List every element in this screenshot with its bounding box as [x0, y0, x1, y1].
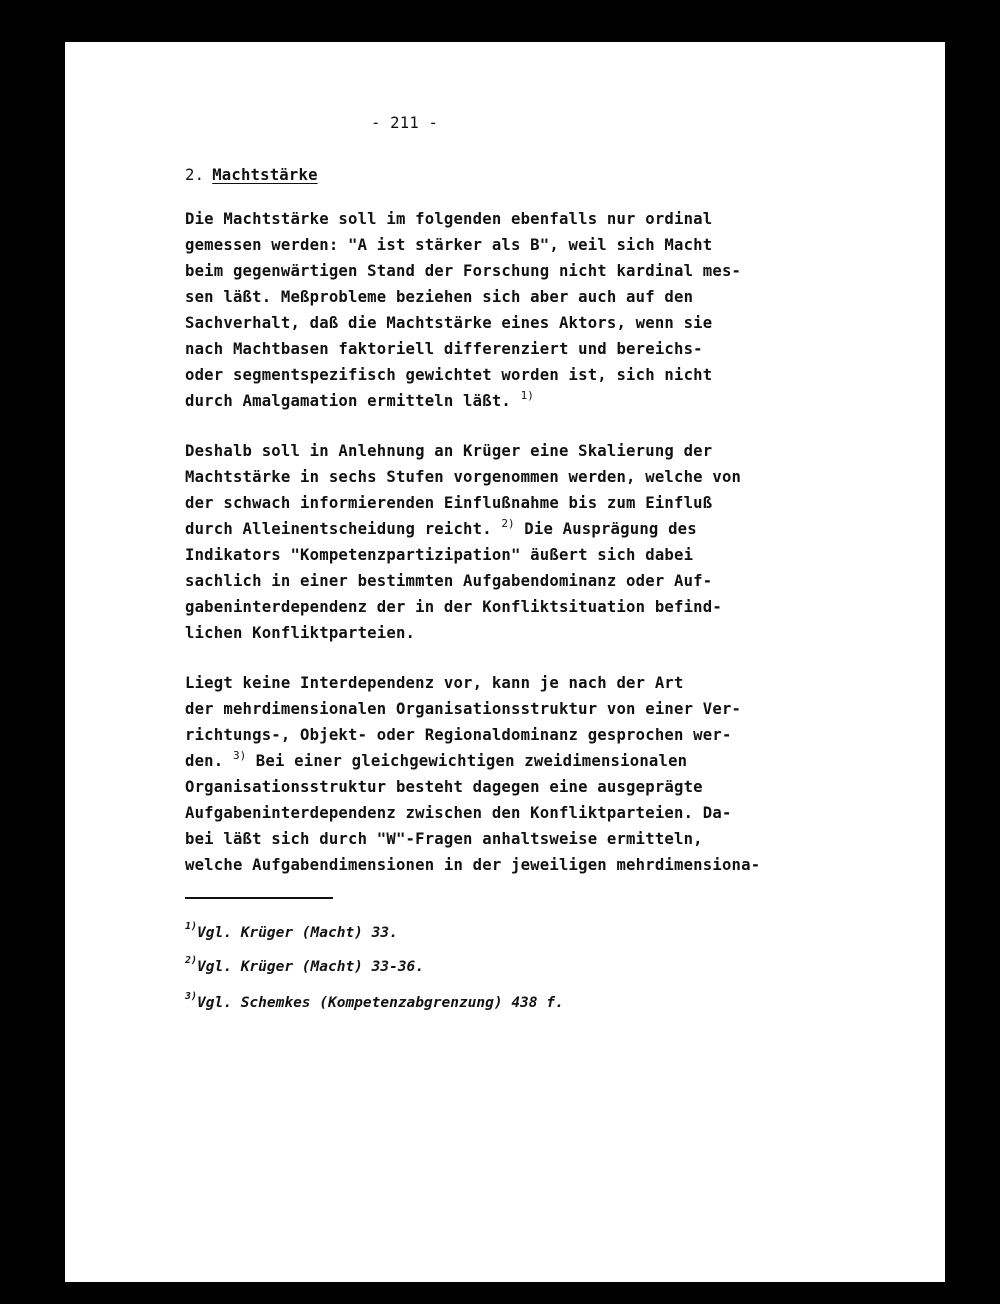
paragraph-1-last-line — [185, 389, 534, 410]
paragraph-3-line: Organisationsstruktur besteht dagegen eine ausgeprägte — [185, 778, 703, 796]
paragraph-3-line: bei läßt sich durch "W"-Fragen anhaltsweise ermitteln, — [185, 830, 703, 848]
footnote-text: Vgl. Krüger (Macht) 33. — [197, 925, 398, 941]
footnote-ref-2: 2) — [501, 517, 515, 530]
paragraph-2-line: Machtstärke in sechs Stufen vorgenommen werden, welche von — [185, 468, 742, 486]
paragraph-1-line: beim gegenwärtigen Stand der Forschung nicht kardinal mes- — [185, 262, 742, 280]
footnote-ref-1: 1) — [520, 389, 534, 402]
footnote-marker: 2) — [185, 955, 198, 966]
paragraph-2-line: lichen Konfliktparteien. — [185, 624, 416, 642]
paragraph-1-line: sen läßt. Meßprobleme beziehen sich aber auch auf den — [185, 288, 694, 306]
paragraph-3-line: welche Aufgabendimensionen in der jeweiligen mehrdimensiona- — [185, 856, 761, 874]
section-number: 2. — [185, 166, 205, 184]
footnote-3 — [185, 991, 564, 1011]
footnote-marker: 1) — [185, 921, 198, 932]
paragraph-2-line: gabeninterdependenz der in der Konfliktsituation befind- — [185, 598, 722, 616]
paragraph-2-line: Deshalb soll in Anlehnung an Krüger eine Skalierung der — [185, 442, 713, 460]
paragraph-2-line: Indikators "Kompetenzpartizipation" äußert sich dabei — [185, 546, 694, 564]
paragraph-3-line: Liegt keine Interdependenz vor, kann je nach der Art — [185, 674, 684, 692]
footnote-marker: 3) — [185, 991, 198, 1002]
paragraph-3-line: Aufgabeninterdependenz zwischen den Konfliktparteien. Da- — [185, 804, 732, 822]
paragraph-1-line: Die Machtstärke soll im folgenden ebenfalls nur ordinal — [185, 210, 713, 228]
footnote-divider — [185, 897, 333, 899]
paragraph-2-footnote-line — [185, 517, 697, 538]
paragraph-3-line-text: den. — [185, 752, 224, 770]
paragraph-3-line: richtungs-, Objekt- oder Regionaldominanz gesprochen wer- — [185, 726, 732, 744]
paragraph-1-line: nach Machtbasen faktoriell differenziert und bereichs- — [185, 340, 703, 358]
paragraph-2-line-text: durch Alleinentscheidung reicht. — [185, 520, 492, 538]
footnote-1 — [185, 921, 398, 941]
paragraph-3-line: der mehrdimensionalen Organisationsstruktur von einer Ver- — [185, 700, 742, 718]
section-title: Machtstärke — [212, 166, 318, 184]
section-heading — [185, 166, 318, 184]
paragraph-2-line-continuation: Die Ausprägung des — [524, 520, 697, 538]
paragraph-1-line: Sachverhalt, daß die Machtstärke eines Aktors, wenn sie — [185, 314, 713, 332]
page-number: - 211 - — [371, 114, 439, 132]
footnote-2 — [185, 955, 425, 975]
footnote-text: Vgl. Schemkes (Kompetenzabgrenzung) 438 f. — [197, 995, 564, 1011]
paragraph-1-line: oder segmentspezifisch gewichtet worden ist, sich nicht — [185, 366, 713, 384]
document-page — [65, 42, 945, 1282]
paragraph-3-line-continuation: Bei einer gleichgewichtigen zweidimensionalen — [255, 752, 688, 770]
paragraph-2-line: sachlich in einer bestimmten Aufgabendominanz oder Auf- — [185, 572, 713, 590]
paragraph-1-line: gemessen werden: "A ist stärker als B", weil sich Macht — [185, 236, 713, 254]
paragraph-2-line: der schwach informierenden Einflußnahme bis zum Einfluß — [185, 494, 713, 512]
paragraph-1-line-text: durch Amalgamation ermitteln läßt. — [185, 392, 511, 410]
footnote-text: Vgl. Krüger (Macht) 33-36. — [197, 959, 425, 975]
footnote-ref-3: 3) — [232, 749, 247, 762]
paragraph-3-footnote-line — [185, 749, 688, 770]
